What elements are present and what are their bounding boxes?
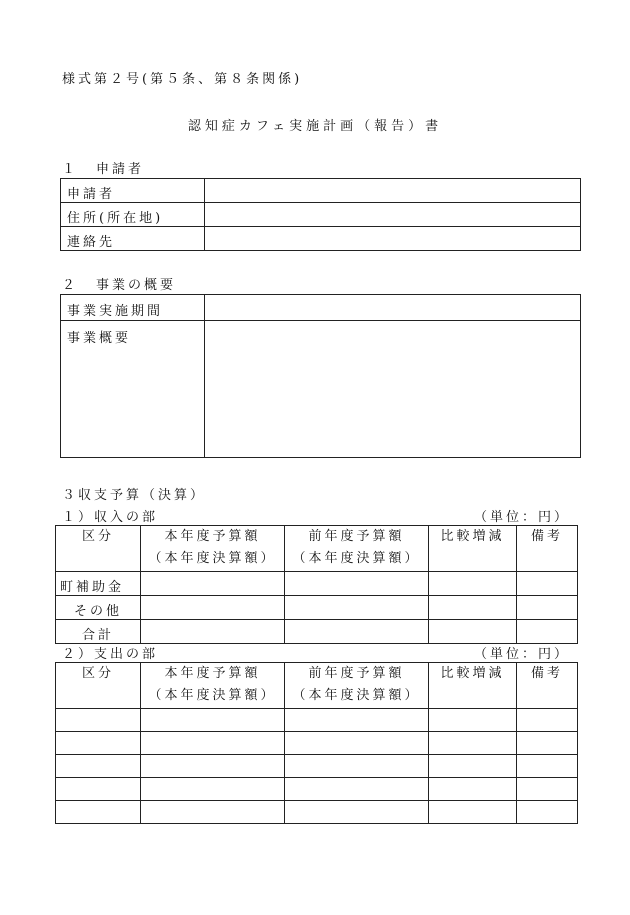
header-category: 区分 [81,529,114,544]
table-cell[interactable] [141,572,285,596]
header-category: 区分 [81,666,114,681]
table-cell[interactable] [285,709,429,732]
table-cell[interactable] [429,596,517,620]
table-cell[interactable] [141,709,285,732]
period-value-cell[interactable] [205,295,581,321]
table-cell[interactable] [56,755,141,778]
table-cell[interactable] [429,732,517,755]
table-cell[interactable] [517,620,578,644]
income-row-other: その他 [73,604,122,619]
table-cell[interactable] [285,596,429,620]
table-row [56,801,578,824]
table-cell[interactable] [517,709,578,732]
overview-value-cell[interactable] [205,321,581,458]
table-header-row [56,526,578,572]
table-row [61,203,581,227]
table-cell[interactable] [285,732,429,755]
table-row [56,620,578,644]
header-previous-budget: 前年度予算額 [308,529,405,544]
header-cell [429,663,517,709]
expense-table [55,662,578,824]
table-row [61,321,581,458]
table-cell[interactable] [285,620,429,644]
address-label: 住所(所在地) [67,211,164,226]
project-overview-table [60,294,581,458]
income-row-subsidy: 町補助金 [60,580,125,595]
expense-unit: （単位：円） [474,647,571,662]
header-comparison: 比較増減 [440,666,505,681]
table-cell[interactable] [56,801,141,824]
table-row [61,227,581,251]
income-unit: （単位：円） [474,510,571,525]
table-cell[interactable] [56,732,141,755]
table-cell[interactable] [141,755,285,778]
section2-number: ２ [62,278,76,293]
table-cell[interactable] [285,778,429,801]
page-title: 認知症カフェ実施計画（報告）書 [187,119,443,134]
row-label [61,227,205,251]
row-label [61,321,205,458]
header-cell [429,526,517,572]
header-cell [141,526,285,572]
table-cell[interactable] [517,572,578,596]
header-remarks: 備考 [530,529,563,544]
table-row [56,732,578,755]
applicant-value-cell[interactable] [205,179,581,203]
table-cell[interactable] [429,620,517,644]
section3-heading: ３収支予算（決算） [62,488,207,503]
row-label [61,179,205,203]
income-table [55,525,578,644]
table-cell[interactable] [141,732,285,755]
income-row-total: 合計 [81,628,114,643]
table-cell[interactable] [141,620,285,644]
table-cell[interactable] [285,801,429,824]
row-label [56,596,141,620]
income-subheading: １）収入の部 [62,510,159,525]
contact-value-cell[interactable] [205,227,581,251]
header-cell [517,663,578,709]
table-cell[interactable] [285,572,429,596]
header-current-budget: 本年度予算額 [164,666,261,681]
row-label [61,203,205,227]
header-current-settlement: （本年度決算額） [148,551,277,566]
header-remarks: 備考 [530,666,563,681]
header-cell [141,663,285,709]
header-comparison: 比較増減 [440,529,505,544]
header-cell [285,526,429,572]
table-row [56,572,578,596]
table-row [56,596,578,620]
table-cell[interactable] [517,596,578,620]
table-row [56,778,578,801]
section1-number: １ [62,162,76,177]
header-current-settlement: （本年度決算額） [148,688,277,703]
header-cell [56,663,141,709]
table-cell[interactable] [429,778,517,801]
header-previous-budget: 前年度予算額 [308,666,405,681]
applicant-label: 申請者 [67,187,116,202]
header-previous-settlement: （本年度決算額） [292,551,421,566]
header-cell [56,526,141,572]
table-cell[interactable] [517,778,578,801]
table-cell[interactable] [141,801,285,824]
header-current-budget: 本年度予算額 [164,529,261,544]
overview-label: 事業概要 [67,331,132,346]
header-previous-settlement: （本年度決算額） [292,688,421,703]
table-cell[interactable] [429,801,517,824]
table-cell[interactable] [56,709,141,732]
table-cell[interactable] [429,572,517,596]
table-cell[interactable] [517,755,578,778]
table-cell[interactable] [517,732,578,755]
table-cell[interactable] [429,709,517,732]
table-cell[interactable] [429,755,517,778]
table-cell[interactable] [285,755,429,778]
period-label: 事業実施期間 [67,304,164,319]
section1-heading: 申請者 [96,162,145,177]
table-row [61,295,581,321]
table-cell[interactable] [56,778,141,801]
table-row [56,709,578,732]
address-value-cell[interactable] [205,203,581,227]
row-label [56,572,141,596]
contact-label: 連絡先 [67,235,116,250]
row-label [61,295,205,321]
applicant-table [60,178,581,251]
expense-subheading: ２）支出の部 [62,647,159,662]
form-number: 様式第２号(第５条、第８条関係) [62,72,303,87]
table-row [61,179,581,203]
row-label [56,620,141,644]
header-cell [517,526,578,572]
table-cell[interactable] [141,596,285,620]
table-cell[interactable] [141,778,285,801]
header-cell [285,663,429,709]
table-header-row [56,663,578,709]
table-cell[interactable] [517,801,578,824]
section2-heading: 事業の概要 [96,278,177,293]
table-row [56,755,578,778]
